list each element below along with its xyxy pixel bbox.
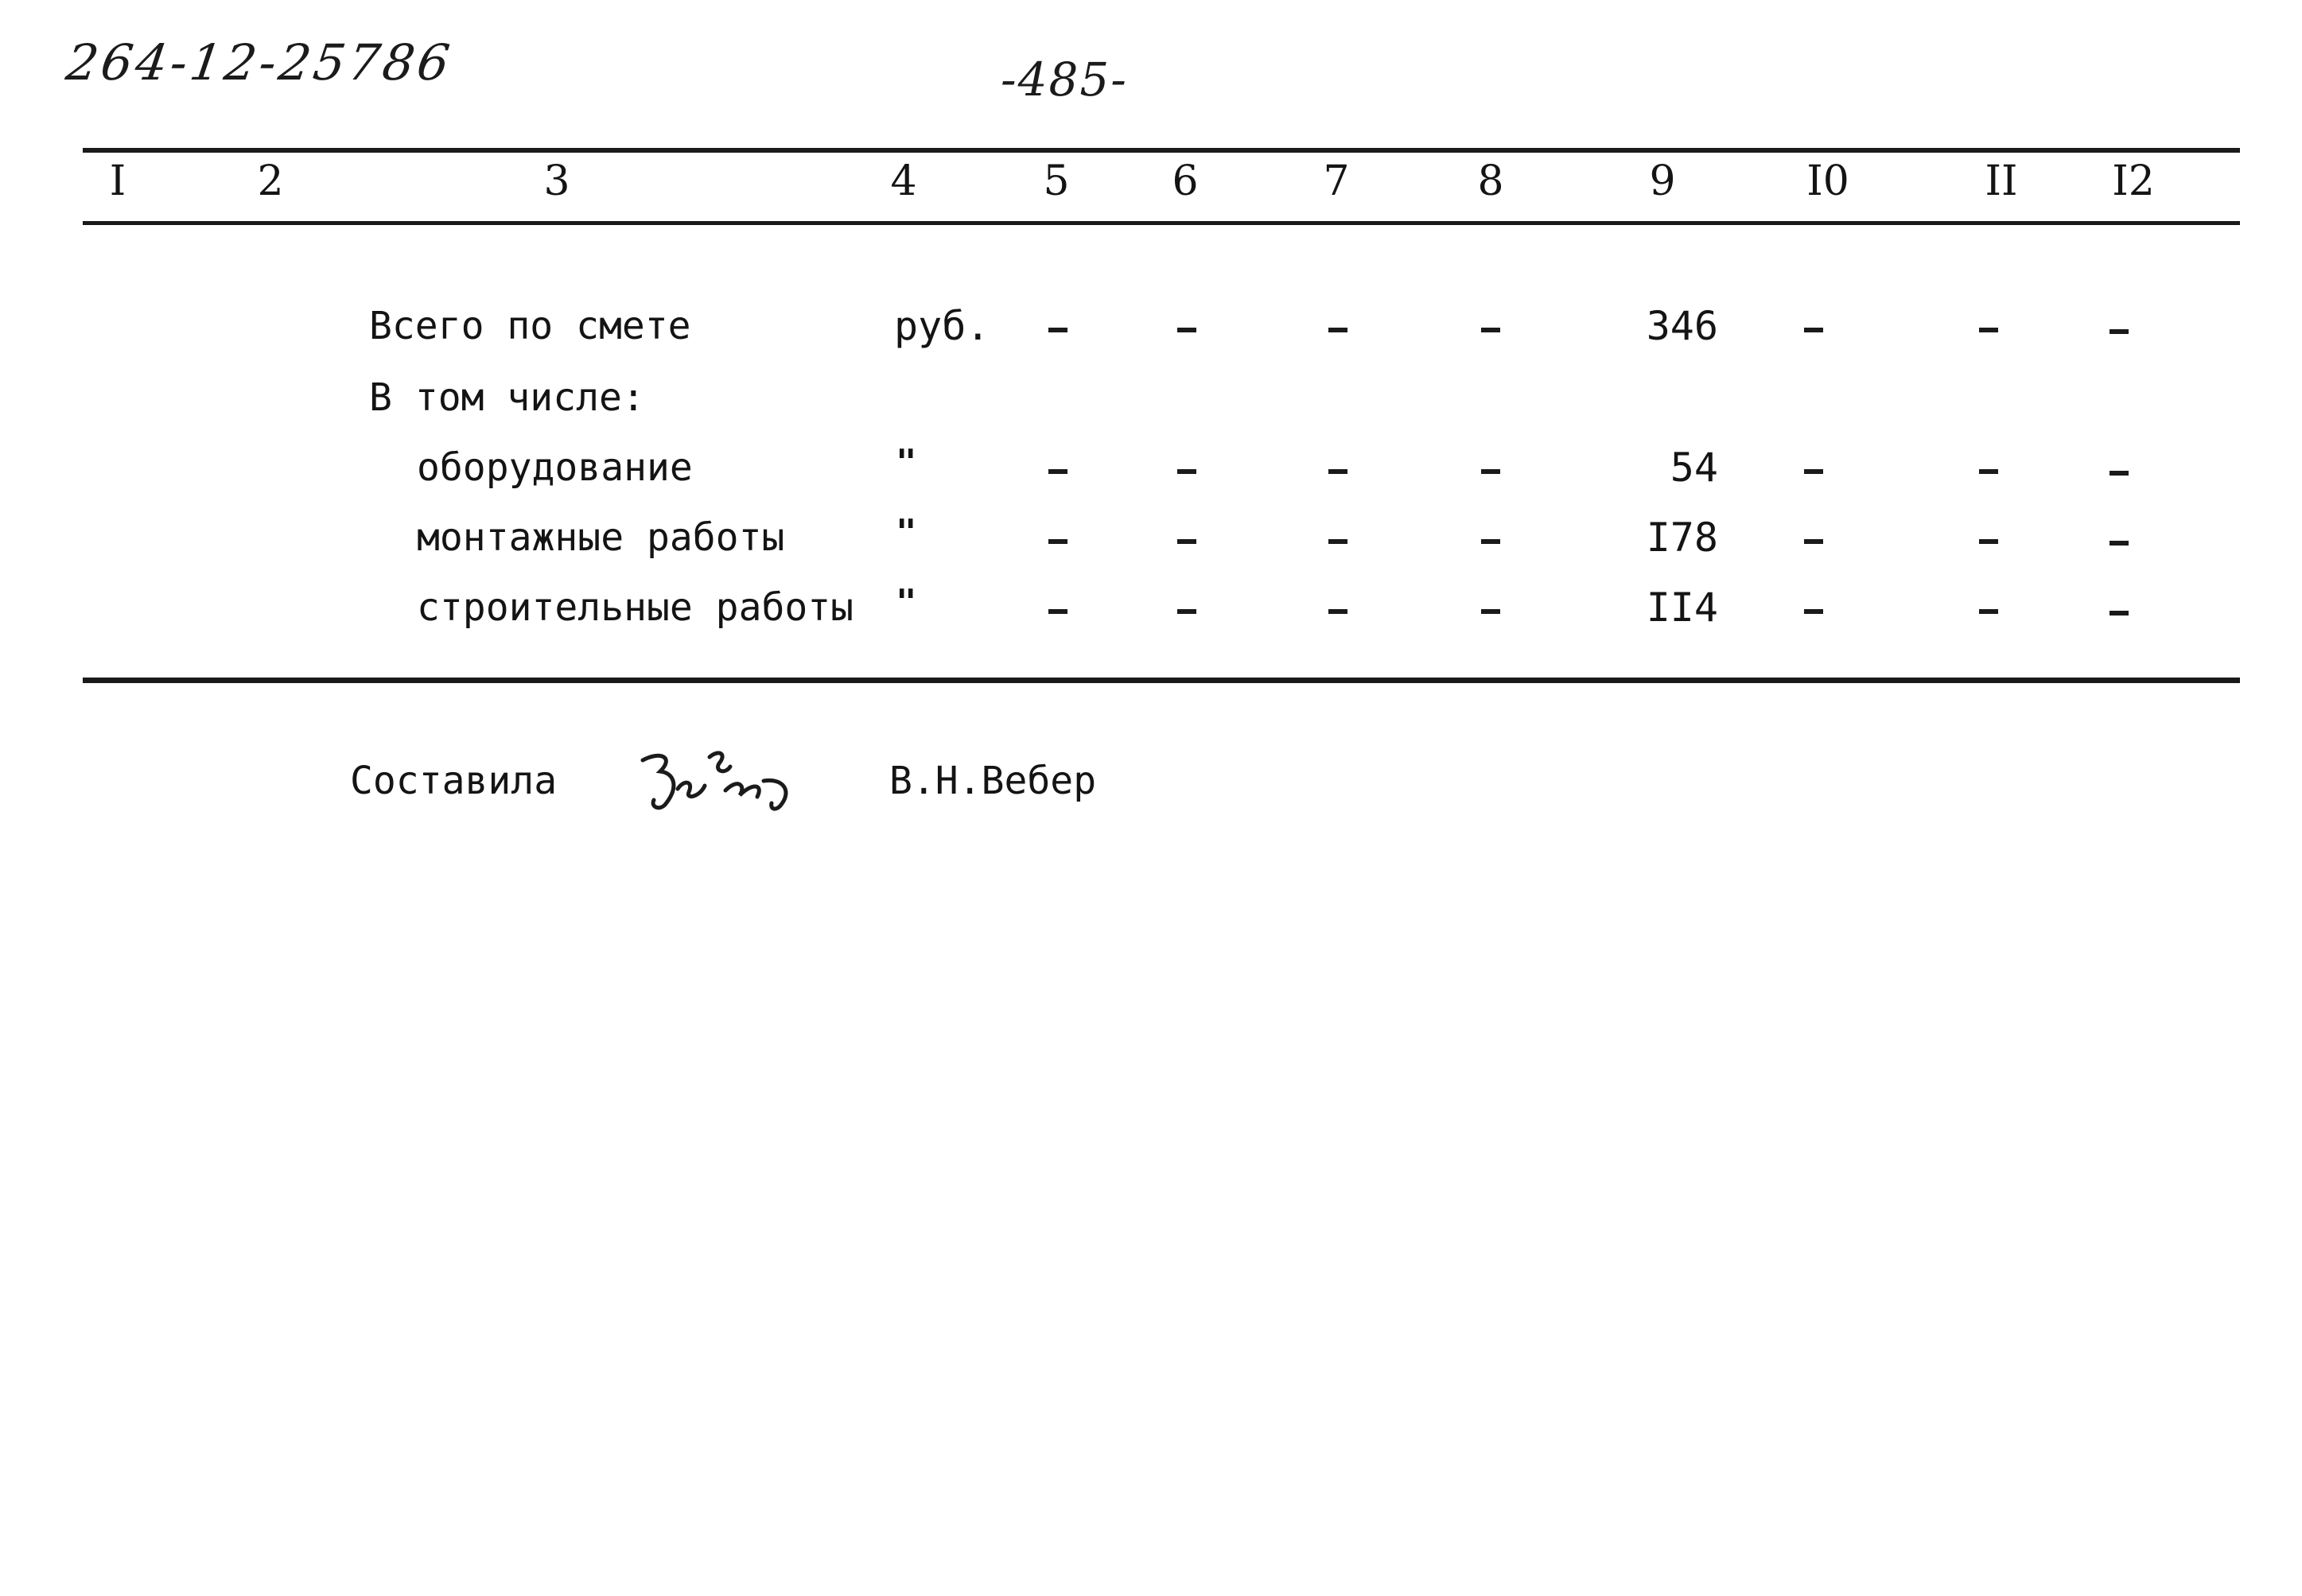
value-dash — [2110, 329, 2129, 334]
value-dash — [1979, 609, 1998, 614]
value-dash — [1328, 328, 1347, 332]
column-header-2: 2 — [257, 157, 284, 205]
value-dash — [1177, 609, 1196, 614]
document-code: 264-12-25786 — [62, 33, 457, 91]
column-header-8: 8 — [1477, 157, 1504, 205]
value-dash — [1804, 609, 1823, 614]
value-dash — [2110, 541, 2129, 546]
value-dash — [1328, 609, 1347, 614]
value-dash — [1481, 609, 1500, 614]
value-dash — [1804, 539, 1823, 544]
handwritten-signature — [636, 740, 795, 819]
value-dash — [1481, 328, 1500, 332]
column-header-7: 7 — [1323, 157, 1350, 205]
value-dash — [1979, 469, 1998, 474]
value-dash — [1177, 469, 1196, 474]
value-dash — [1804, 328, 1823, 332]
value-dash — [1177, 328, 1196, 332]
row-unit-total: руб. — [894, 303, 990, 349]
row-unit-installation: " — [896, 512, 917, 553]
value-dash — [2110, 611, 2129, 615]
table-bottom-rule — [83, 678, 2240, 683]
column-header-4: 4 — [890, 157, 917, 205]
value-dash — [1979, 328, 1998, 332]
table-header-rule — [83, 221, 2240, 225]
row-value-total-col9: 346 — [1646, 303, 1718, 349]
row-unit-construction: " — [896, 582, 917, 623]
value-dash — [1328, 469, 1347, 474]
signer-name: В.Н.Вебер — [889, 759, 1097, 803]
value-dash — [1177, 539, 1196, 544]
table-top-rule — [83, 148, 2240, 153]
column-header-10: I0 — [1806, 157, 1849, 205]
value-dash — [1804, 469, 1823, 474]
row-value-installation-col9: I78 — [1646, 515, 1718, 561]
row-value-equipment-col9: 54 — [1670, 445, 1718, 491]
column-header-9: 9 — [1649, 157, 1676, 205]
value-dash — [1328, 539, 1347, 544]
value-dash — [1481, 539, 1500, 544]
compiled-by-label: Составила — [350, 759, 558, 803]
row-label-equipment: оборудование — [417, 445, 693, 490]
value-dash — [1048, 539, 1067, 544]
value-dash — [1048, 328, 1067, 332]
column-header-1: I — [109, 157, 126, 205]
value-dash — [2110, 471, 2129, 476]
column-header-11: II — [1985, 157, 2018, 205]
value-dash — [1048, 609, 1067, 614]
value-dash — [1979, 539, 1998, 544]
column-header-5: 5 — [1043, 157, 1070, 205]
column-header-6: 6 — [1172, 157, 1199, 205]
row-label-construction: строительные работы — [417, 585, 854, 630]
row-value-construction-col9: II4 — [1646, 584, 1718, 631]
row-label-including: В том числе: — [369, 375, 645, 420]
row-unit-equipment: " — [896, 442, 917, 483]
column-header-12: I2 — [2112, 157, 2155, 205]
row-label-installation: монтажные работы — [417, 515, 785, 560]
page-number: -485- — [1001, 52, 1128, 107]
row-label-total: Всего по смете — [369, 304, 691, 348]
value-dash — [1048, 469, 1067, 474]
value-dash — [1481, 469, 1500, 474]
column-header-3: 3 — [543, 157, 570, 205]
